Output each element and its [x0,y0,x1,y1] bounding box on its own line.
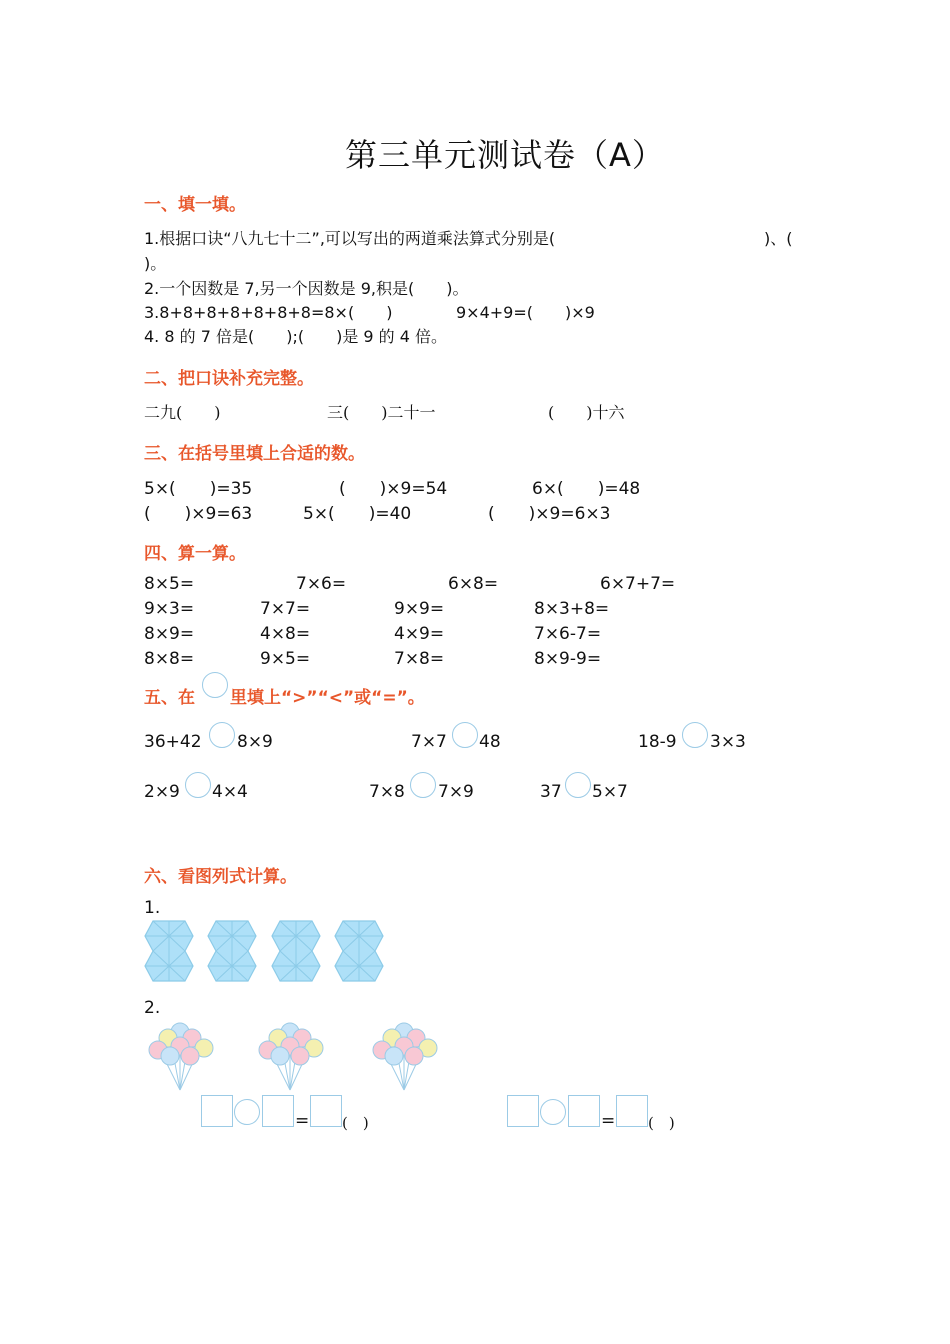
section-5-heading-b: 里填上“>”“<”或“=”。 [230,688,425,708]
q3-text-a: 3.8+8+8+8+8+8+8=8×( ) [144,303,393,322]
problem-1-label: 1. [144,898,161,918]
unit-paren: ( ) [342,1114,369,1132]
operator-circle[interactable] [540,1099,566,1125]
section-4-heading: 四、算一算。 [144,544,246,564]
answer-box[interactable] [310,1095,342,1127]
compare-right: 4×4 [212,782,248,802]
hexagon-shape [208,921,256,981]
q3-text-b: 9×4+9=( )×9 [456,303,595,322]
calc-item: 8×8= [144,649,195,669]
compare-circle[interactable] [410,772,436,798]
section-2-heading: 二、把口诀补充完整。 [144,369,314,389]
fill-item: 5×( )=40 [303,504,412,524]
rhyme-item: 二九( ) [144,403,221,422]
q2-text: 2.一个因数是 7,另一个因数是 9,积是( )。 [144,279,469,298]
compare-circle[interactable] [452,722,478,748]
compare-left: 2×9 [144,782,180,802]
hexagon-shape [145,921,193,981]
calc-item: 9×5= [260,649,311,669]
fill-item: 6×( )=48 [532,479,641,499]
calc-item: 9×9= [394,599,445,619]
fill-item: 5×( )=35 [144,479,253,499]
calc-item: 8×5= [144,574,195,594]
section-6-heading: 六、看图列式计算。 [144,867,297,887]
problem-2-label: 2. [144,998,161,1018]
q1-mid: )、( [764,229,793,248]
calc-item: 8×3+8= [534,599,610,619]
balloon-bunches-figure [140,1016,450,1092]
calc-item: 8×9-9= [534,649,602,669]
fill-item: ( )×9=63 [144,504,253,524]
balloon-bunch [149,1023,213,1090]
compare-right: 7×9 [438,782,474,802]
compare-right: 8×9 [237,732,273,752]
section-1-heading: 一、填一填。 [144,195,246,215]
answer-box[interactable] [507,1095,539,1127]
rhyme-item: 三( )二十一 [327,403,436,422]
q1-end: )。 [144,254,167,273]
unit-paren: ( ) [648,1114,675,1132]
equals-sign: = [601,1111,616,1131]
calc-item: 6×8= [448,574,499,594]
page-title: 第三单元测试卷（A） [345,136,665,174]
compare-left: 36+42 [144,732,202,752]
compare-right: 48 [479,732,501,752]
compare-circle-icon [202,672,228,698]
answer-box[interactable] [568,1095,600,1127]
answer-box[interactable] [616,1095,648,1127]
compare-left: 7×8 [369,782,405,802]
hexagon-shape [335,921,383,981]
compare-right: 5×7 [592,782,628,802]
balloon-bunch [373,1023,437,1090]
answer-box[interactable] [201,1095,233,1127]
compare-right: 3×3 [710,732,746,752]
compare-left: 37 [540,782,562,802]
calc-item: 4×9= [394,624,445,644]
section-3-heading: 三、在括号里填上合适的数。 [144,444,365,464]
calc-item: 9×3= [144,599,195,619]
compare-circle[interactable] [682,722,708,748]
calc-item: 4×8= [260,624,311,644]
calc-item: 7×7= [260,599,311,619]
calc-item: 6×7+7= [600,574,676,594]
compare-circle[interactable] [185,772,211,798]
calc-item: 7×8= [394,649,445,669]
equals-sign: = [295,1111,310,1131]
compare-circle[interactable] [565,772,591,798]
operator-circle[interactable] [234,1099,260,1125]
fill-item: ( )×9=6×3 [488,504,611,524]
q1-text: 1.根据口诀“八九七十二”,可以写出的两道乘法算式分别是( [144,229,556,248]
hexagon-shapes-figure [140,916,390,986]
calc-item: 8×9= [144,624,195,644]
calc-item: 7×6-7= [534,624,602,644]
calc-item: 7×6= [296,574,347,594]
answer-box[interactable] [262,1095,294,1127]
compare-circle[interactable] [209,722,235,748]
compare-left: 18-9 [638,732,677,752]
rhyme-item: ( )十六 [548,403,625,422]
balloon-bunch [259,1023,323,1090]
compare-left: 7×7 [411,732,447,752]
fill-item: ( )×9=54 [339,479,448,499]
q4-text: 4. 8 的 7 倍是( );( )是 9 的 4 倍。 [144,327,448,346]
hexagon-shape [272,921,320,981]
section-5-heading-a: 五、在 [144,688,195,708]
